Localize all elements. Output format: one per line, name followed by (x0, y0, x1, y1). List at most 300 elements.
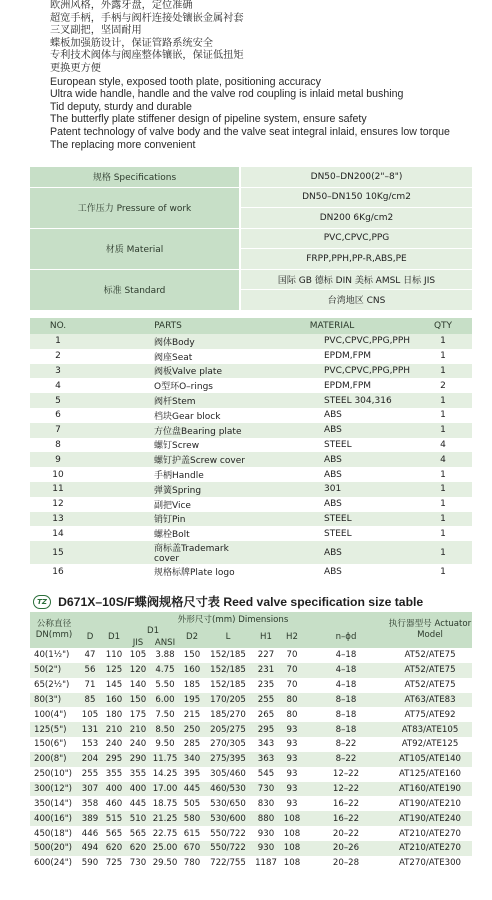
dim-d1: 160 (102, 693, 126, 708)
parts-row (30, 334, 472, 349)
part-no: 11 (30, 482, 86, 497)
spec-row-standard (30, 269, 472, 290)
brand-badge-icon: TZ (33, 595, 51, 609)
dim-ansi: 11.75 (150, 752, 180, 767)
dim-dn: 150(6") (34, 739, 67, 750)
dim-l: 205/275 (204, 722, 252, 737)
dim-h1: 830 (257, 798, 275, 809)
dim-h2: 70 (286, 650, 298, 661)
dim-l: 152/185 (204, 663, 252, 678)
parts-row (30, 467, 472, 482)
part-no: 5 (30, 393, 86, 408)
part-no: 3 (30, 364, 86, 379)
col-header-actuator: 执行器型号 Actuator Model (388, 612, 472, 648)
part-no: 1 (30, 334, 86, 349)
dim-ansi: 22.75 (152, 828, 178, 839)
dim-l: 550/722 (210, 828, 246, 839)
dim-d2: 160 (180, 663, 204, 678)
dims-row (30, 796, 472, 811)
part-name: 手柄Handle (154, 471, 204, 482)
part-no: 16 (52, 566, 64, 577)
dim-jis: 355 (129, 769, 147, 780)
dim-h2: 93 (286, 739, 298, 750)
part-name: 副把Vice (154, 500, 191, 511)
dim-ansi: 17.00 (150, 782, 180, 797)
dim-bolts: 12–22 (332, 769, 360, 780)
part-qty: 1 (414, 423, 472, 438)
col-header-dn: 公称直径 DN(mm) (30, 612, 78, 648)
dim-h1: 295 (252, 722, 280, 737)
parts-row (30, 482, 472, 497)
dim-actuator: AT190/ATE210 (398, 798, 462, 809)
dim-l: 305/460 (210, 769, 246, 780)
part-qty: 1 (414, 541, 472, 564)
part-no: 7 (30, 423, 86, 438)
dim-d2: 215 (183, 709, 201, 720)
part-qty: 1 (414, 512, 472, 527)
col-header-d: D (78, 625, 102, 648)
dim-d2: 340 (180, 752, 204, 767)
dims-row (30, 693, 472, 708)
dim-dn: 100(4") (34, 709, 67, 720)
dim-h1: 880 (252, 811, 280, 826)
dim-actuator: AT125/ATE160 (398, 769, 462, 780)
feature-line-zh: 更换更方便 (50, 62, 101, 74)
dim-l: 152/185 (210, 680, 246, 691)
dims-row (30, 811, 472, 826)
dim-d1: 210 (102, 722, 126, 737)
feature-line-zh: 欧洲风格，外露牙盘，定位准确 (50, 0, 193, 11)
dim-l: 270/305 (210, 739, 246, 750)
part-name: 商标盖Trademark cover (86, 541, 250, 564)
dim-h2: 93 (280, 722, 304, 737)
col-header-bolts: n–ϕd (304, 625, 388, 648)
dim-dn: 350(14") (34, 798, 72, 809)
dim-h1: 545 (257, 769, 275, 780)
spec-value: DN200 6Kg/cm2 (240, 208, 472, 229)
dim-ansi: 4.75 (150, 663, 180, 678)
dim-h2: 80 (286, 709, 298, 720)
part-no: 14 (52, 528, 64, 539)
spec-label: 规格 Specifications (30, 167, 240, 187)
spec-label: 标准 Standard (30, 269, 240, 310)
dim-jis: 565 (129, 828, 147, 839)
part-no: 12 (52, 499, 64, 510)
dim-dn: 500(20") (30, 841, 78, 856)
part-name: 方位盘Bearing plate (86, 423, 250, 438)
part-material: EPDM,FPM (324, 351, 372, 362)
dim-actuator: AT92/ATE125 (401, 739, 459, 750)
spec-label: 工作压力 Pressure of work (30, 187, 240, 228)
dim-l: 170/205 (204, 693, 252, 708)
dim-d: 85 (78, 693, 102, 708)
col-header-l: L (204, 625, 252, 648)
dim-h2: 108 (283, 828, 301, 839)
dim-jis: 175 (129, 709, 147, 720)
dims-row (30, 707, 472, 722)
col-header-h2: H2 (280, 625, 304, 648)
dim-d1: 515 (102, 811, 126, 826)
dims-row (30, 678, 472, 693)
parts-row (30, 364, 472, 379)
dim-actuator: AT105/ATE140 (388, 752, 472, 767)
spec-value: 国际 GB 德标 DIN 美标 AMSL 日标 JIS (240, 269, 472, 290)
part-qty: 1 (414, 393, 472, 408)
dim-actuator: AT190/ATE240 (388, 811, 472, 826)
dim-ansi: 25.00 (150, 841, 180, 856)
dims-row (30, 648, 472, 663)
dim-jis: 105 (129, 650, 147, 661)
part-material: 301 (250, 482, 414, 497)
dim-jis: 140 (129, 680, 147, 691)
feature-line-en: The replacing more convenient (50, 138, 196, 151)
dim-dn: 65(2½") (34, 680, 70, 691)
part-qty: 4 (414, 452, 472, 467)
col-header-dimensions: 外形尺寸(mm) Dimensions (78, 612, 388, 625)
part-qty: 2 (440, 380, 446, 391)
part-material: ABS (324, 499, 342, 510)
dim-ansi: 9.50 (155, 739, 175, 750)
part-qty: 1 (440, 351, 446, 362)
dim-d1: 725 (105, 858, 123, 869)
dim-d2: 195 (180, 693, 204, 708)
dim-ansi: 6.00 (150, 693, 180, 708)
col-header-d1-group: D1 (126, 625, 180, 637)
part-material: PVC,CPVC,PPG,PPH (250, 334, 414, 349)
dim-d1: 620 (102, 841, 126, 856)
dim-jis: 730 (129, 858, 147, 869)
dim-h1: 255 (252, 693, 280, 708)
dim-ansi: 14.25 (152, 769, 178, 780)
dim-bolts: 16–22 (332, 798, 360, 809)
col-header-d1: D1 (102, 625, 126, 648)
part-no: 6 (55, 410, 61, 421)
dim-l: 460/530 (204, 782, 252, 797)
parts-row (30, 438, 472, 453)
dim-l: 185/270 (210, 709, 246, 720)
part-name: 螺钉护盖Screw cover (86, 452, 250, 467)
part-material: ABS (324, 469, 342, 480)
part-name: 螺钉Screw (154, 441, 200, 452)
dim-d2: 250 (180, 722, 204, 737)
part-qty: 1 (414, 364, 472, 379)
part-name: 阀杆Stem (86, 393, 250, 408)
part-no: 13 (30, 512, 86, 527)
dim-h2: 93 (280, 752, 304, 767)
spec-value: 台湾地区 CNS (240, 290, 472, 311)
dim-h2: 93 (280, 782, 304, 797)
col-header-d2: D2 (180, 625, 204, 648)
dim-d: 446 (81, 828, 99, 839)
specifications-table (30, 167, 472, 311)
parts-row (30, 497, 472, 512)
parts-row (30, 408, 472, 423)
dim-h1: 343 (257, 739, 275, 750)
dim-d1: 460 (105, 798, 123, 809)
dim-h1: 235 (257, 680, 275, 691)
part-qty: 1 (440, 528, 446, 539)
dim-bolts: 20–28 (332, 858, 360, 869)
dim-actuator: AT75/ATE92 (404, 709, 456, 720)
dim-ansi: 5.50 (155, 680, 175, 691)
dim-d: 71 (84, 680, 96, 691)
dim-d: 494 (78, 841, 102, 856)
part-material: EPDM,FPM (324, 380, 372, 391)
dim-d2: 580 (180, 811, 204, 826)
dim-l: 722/755 (210, 858, 246, 869)
part-no: 4 (55, 380, 61, 391)
dim-h2: 70 (280, 663, 304, 678)
dim-jis: 445 (129, 798, 147, 809)
dim-d2: 395 (183, 769, 201, 780)
dim-d1: 565 (105, 828, 123, 839)
parts-table (30, 318, 472, 579)
dim-h1: 930 (257, 828, 275, 839)
part-name: 阀体Body (86, 334, 250, 349)
dim-ansi: 18.75 (152, 798, 178, 809)
dim-d: 131 (78, 722, 102, 737)
spec-row-pressure (30, 187, 472, 208)
parts-row (30, 378, 472, 393)
dim-d1: 400 (102, 782, 126, 797)
dim-actuator: AT63/ATE83 (388, 693, 472, 708)
parts-row (30, 526, 472, 541)
dim-dn: 200(8") (30, 752, 78, 767)
col-header-no: NO. (30, 318, 86, 334)
feature-line-en: Ultra wide handle, handle and the valve rod coupling is inlaid metal bushing (50, 88, 404, 101)
spec-row-material (30, 228, 472, 249)
dim-actuator: AT52/ATE75 (404, 680, 456, 691)
dim-dn: 40(1½") (34, 650, 70, 661)
dim-jis: 240 (129, 739, 147, 750)
part-qty: 1 (440, 566, 446, 577)
part-qty: 1 (440, 469, 446, 480)
dims-row (30, 737, 472, 752)
dim-h1: 265 (257, 709, 275, 720)
dims-row (30, 663, 472, 678)
dim-dn: 125(5") (30, 722, 78, 737)
dim-d: 56 (78, 663, 102, 678)
dim-actuator: AT52/ATE75 (388, 663, 472, 678)
dims-row (30, 841, 472, 856)
dim-ansi: 29.50 (152, 858, 178, 869)
dim-d2: 505 (183, 798, 201, 809)
dim-d2: 150 (183, 650, 201, 661)
spec-value: FRPP,PPH,PP-R,ABS,PE (240, 249, 472, 270)
feature-line-en: Patent technology of valve body and the valve seat integral inlaid, ensures low torque (50, 125, 450, 138)
dim-ansi: 8.50 (150, 722, 180, 737)
feature-line-zh: 专利技术阀体与阀座整体镶嵌，保证低扭矩 (50, 50, 244, 62)
dim-bolts: 20–22 (332, 828, 360, 839)
feature-line-en: The butterfly plate stiffener design of pipeline system, ensure safety (50, 113, 367, 126)
dim-dn: 50(2") (30, 663, 78, 678)
dim-actuator: AT210/ATE270 (388, 841, 472, 856)
part-material: ABS (250, 541, 414, 564)
part-name: 档块Gear block (154, 411, 221, 422)
part-material: ABS (250, 423, 414, 438)
dim-d: 105 (81, 709, 99, 720)
dim-bolts: 8–18 (304, 693, 388, 708)
feature-line-zh: 超宽手柄，手柄与阀杆连接处镶嵌金属衬套 (50, 12, 244, 24)
dim-h2: 93 (286, 769, 298, 780)
dim-d: 590 (81, 858, 99, 869)
dim-bolts: 4–18 (304, 663, 388, 678)
dimensions-table (30, 612, 472, 871)
dim-l: 152/185 (210, 650, 246, 661)
feature-line-zh: 三叉副把，坚固耐用 (50, 25, 142, 37)
dim-d: 47 (84, 650, 96, 661)
dim-h1: 363 (252, 752, 280, 767)
dim-actuator: AT210/ATE270 (398, 828, 462, 839)
dim-bolts: 8–22 (335, 739, 357, 750)
dim-l: 530/650 (210, 798, 246, 809)
dim-d2: 670 (180, 841, 204, 856)
col-header-jis: JIS (126, 637, 150, 648)
part-qty: 1 (414, 482, 472, 497)
dim-h1: 227 (257, 650, 275, 661)
parts-row (30, 564, 472, 579)
dims-row (30, 722, 472, 737)
dim-h1: 930 (252, 841, 280, 856)
part-material: PVC,CPVC,PPG,PPH (250, 364, 414, 379)
part-material: ABS (324, 566, 342, 577)
dim-h2: 108 (280, 811, 304, 826)
dims-row (30, 826, 472, 841)
dim-d2: 615 (183, 828, 201, 839)
part-qty: 1 (414, 334, 472, 349)
spec-value: DN50–DN150 10Kg/cm2 (240, 187, 472, 208)
dim-d: 153 (81, 739, 99, 750)
spec-value: PVC,CPVC,PPG (240, 228, 472, 249)
dim-bolts: 8–18 (304, 722, 388, 737)
dim-d: 389 (78, 811, 102, 826)
dim-actuator: AT160/ATE190 (388, 782, 472, 797)
part-name: 弹簧Spring (86, 482, 250, 497)
dim-jis: 150 (126, 693, 150, 708)
parts-row (30, 541, 472, 564)
dim-d1: 145 (105, 680, 123, 691)
dim-d1: 240 (105, 739, 123, 750)
dim-bolts: 4–18 (335, 650, 357, 661)
dim-l: 550/722 (204, 841, 252, 856)
dim-bolts: 20–26 (304, 841, 388, 856)
part-name: 螺栓Bolt (154, 530, 190, 541)
dim-dn: 400(16") (30, 811, 78, 826)
spec-label: 材质 Material (30, 228, 240, 269)
part-no: 15 (30, 541, 86, 564)
dims-row (30, 752, 472, 767)
part-name: 销钉Pin (86, 512, 250, 527)
part-name: 阀座Seat (154, 352, 193, 363)
dim-h2: 93 (286, 798, 298, 809)
part-material: STEEL (250, 512, 414, 527)
feature-intro (50, 0, 490, 151)
dim-h2: 108 (280, 841, 304, 856)
spec-value: DN50–DN200(2"–8") (240, 167, 472, 187)
dim-bolts: 12–22 (304, 782, 388, 797)
dim-h1: 1187 (255, 858, 277, 869)
dim-h1: 231 (252, 663, 280, 678)
part-qty: 4 (440, 439, 446, 450)
dims-header-row-1 (30, 612, 472, 625)
part-name: 规格标牌Plate logo (154, 568, 235, 579)
dim-l: 275/395 (204, 752, 252, 767)
part-material: STEEL (324, 528, 352, 539)
dim-dn: 80(3") (30, 693, 78, 708)
feature-line-zh: 蝶板加强筋设计，保证管路系统安全 (50, 37, 213, 49)
part-material: ABS (250, 452, 414, 467)
dims-row (30, 767, 472, 782)
dim-jis: 510 (126, 811, 150, 826)
dim-d1: 125 (102, 663, 126, 678)
dim-bolts: 16–22 (304, 811, 388, 826)
dim-actuator: AT52/ATE75 (404, 650, 456, 661)
dim-jis: 290 (126, 752, 150, 767)
col-header-parts: PARTS (86, 318, 250, 334)
dim-bolts: 8–18 (335, 709, 357, 720)
part-material: STEEL 304,316 (250, 393, 414, 408)
part-no: 8 (55, 439, 61, 450)
parts-row (30, 423, 472, 438)
parts-row (30, 512, 472, 527)
spec-row-specifications (30, 167, 472, 187)
size-table-heading: D671X–10S/F蝶阀规格尺寸表 Reed valve specification size table (58, 595, 424, 609)
col-header-material: MATERIAL (250, 318, 414, 334)
dim-h1: 730 (252, 782, 280, 797)
dim-bolts: 8–22 (304, 752, 388, 767)
part-qty: 1 (440, 410, 446, 421)
parts-row (30, 452, 472, 467)
dim-d1: 180 (105, 709, 123, 720)
dim-dn: 250(10") (34, 769, 72, 780)
dim-d: 204 (78, 752, 102, 767)
feature-line-en: European style, exposed tooth plate, positioning accuracy (50, 75, 321, 88)
part-name: O型环O–rings (154, 382, 213, 393)
part-material: STEEL (324, 439, 352, 450)
dim-ansi: 21.25 (150, 811, 180, 826)
feature-line-en: Tid deputy, sturdy and durable (50, 100, 192, 113)
col-header-h1: H1 (252, 625, 280, 648)
col-header-ansi: ANSI (150, 637, 180, 648)
dim-d: 255 (81, 769, 99, 780)
dim-d: 307 (78, 782, 102, 797)
col-header-qty: QTY (414, 318, 472, 334)
dim-dn: 450(18") (34, 828, 72, 839)
dim-ansi: 3.88 (155, 650, 175, 661)
dim-ansi: 7.50 (155, 709, 175, 720)
dims-row (30, 856, 472, 871)
part-name: 阀板Valve plate (86, 364, 250, 379)
dim-d1: 110 (105, 650, 123, 661)
dim-actuator: AT83/ATE105 (388, 722, 472, 737)
parts-row (30, 349, 472, 364)
dim-l: 530/600 (204, 811, 252, 826)
dim-d2: 780 (183, 858, 201, 869)
dim-jis: 120 (126, 663, 150, 678)
dim-bolts: 4–18 (335, 680, 357, 691)
dim-d1: 295 (102, 752, 126, 767)
dim-jis: 400 (126, 782, 150, 797)
dim-h2: 70 (286, 680, 298, 691)
part-material: ABS (324, 410, 342, 421)
dim-jis: 620 (126, 841, 150, 856)
dim-d2: 285 (183, 739, 201, 750)
part-no: 9 (30, 452, 86, 467)
dim-d2: 185 (183, 680, 201, 691)
dim-dn: 600(24") (34, 858, 72, 869)
part-no: 2 (55, 351, 61, 362)
dim-d2: 445 (180, 782, 204, 797)
